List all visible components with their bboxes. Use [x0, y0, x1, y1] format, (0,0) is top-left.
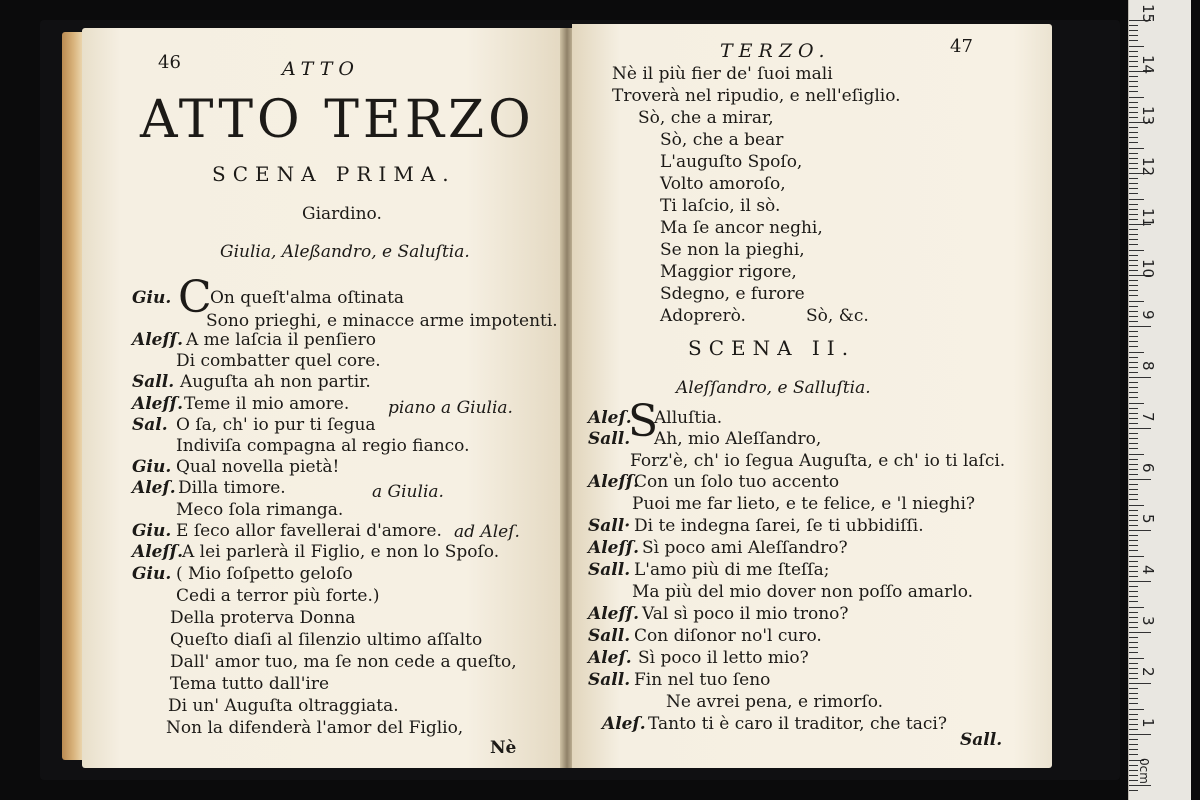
verse-line: Della proterva Donna	[170, 608, 356, 628]
verse-line: Forz'è, ch' io ſegua Auguſta, e ch' io ti laſci.	[630, 451, 1006, 471]
speaker-label: Giu.	[132, 457, 172, 477]
ruler-tick	[1129, 142, 1138, 143]
ruler-tick	[1129, 535, 1138, 536]
ruler-tick	[1129, 321, 1138, 322]
ruler-tick	[1129, 494, 1138, 495]
verse-line: Queſto diaſi al ſilenzio ultimo aſſalto	[170, 630, 483, 650]
ruler-tick	[1129, 642, 1138, 643]
ruler-tick	[1129, 673, 1138, 674]
verse-line: Tema tutto dall'ire	[170, 674, 330, 694]
verse-line: Meco ſola rimanga.	[176, 500, 344, 520]
verse-line: Sì poco ami Aleſſandro?	[642, 538, 848, 558]
ruler-tick	[1129, 515, 1138, 516]
ruler-tick	[1129, 530, 1151, 531]
speaker-label: Sall.	[588, 626, 631, 646]
verse-line: Tanto ti è caro il traditor, che taci?	[648, 714, 947, 734]
ruler-tick	[1129, 346, 1138, 347]
verse-line: Con diſonor no'l curo.	[634, 626, 822, 646]
ruler-tick	[1129, 413, 1138, 414]
verse-line: Sì poco il letto mio?	[638, 648, 809, 668]
verse-line: L'auguſto Spoſo,	[660, 152, 803, 172]
verse-line: Sdegno, e furore	[660, 284, 805, 304]
verse-line: Volto amoroſo,	[660, 174, 786, 194]
ruler-tick	[1129, 193, 1138, 194]
ruler-tick	[1129, 336, 1138, 337]
ruler-tick	[1129, 30, 1138, 31]
ruler-tick	[1129, 591, 1138, 592]
ruler-tick	[1129, 433, 1138, 434]
ruler-tick	[1129, 561, 1138, 562]
speaker-label: Sall·	[588, 516, 631, 536]
verse-line: Dilla timore.	[178, 478, 286, 498]
ruler-tick	[1129, 66, 1138, 67]
ruler-tick	[1129, 709, 1144, 710]
ruler-tick	[1129, 326, 1151, 327]
ruler-tick	[1129, 479, 1151, 480]
speaker-label: Aleſſ.	[588, 472, 640, 492]
ruler-tick	[1129, 91, 1138, 92]
ruler-label: 4	[1139, 565, 1157, 575]
ruler-tick	[1129, 658, 1144, 659]
verse-line: Se non la pieghi,	[660, 240, 805, 260]
ruler-tick	[1129, 443, 1138, 444]
setting-label: Giardino.	[302, 204, 382, 224]
ruler-tick	[1129, 744, 1138, 745]
scene-title-left: SCENA PRIMA.	[212, 162, 456, 186]
ruler-tick	[1129, 290, 1138, 291]
speaker-label: Sall.	[588, 560, 631, 580]
ruler-tick	[1129, 423, 1138, 424]
ruler-tick	[1129, 525, 1138, 526]
ruler-tick	[1129, 438, 1138, 439]
right-page	[572, 24, 1052, 768]
ruler-unit: 0cm	[1137, 758, 1151, 784]
ruler-tick	[1129, 316, 1138, 317]
ruler-tick	[1129, 392, 1138, 393]
ruler-tick	[1129, 301, 1144, 302]
ruler-tick	[1129, 35, 1138, 36]
ruler-tick	[1129, 148, 1144, 149]
ruler-label: 5	[1139, 514, 1157, 524]
verse-line: Fin nel tuo ſeno	[634, 670, 771, 690]
stage-direction: piano a Giulia.	[388, 398, 513, 418]
verse-line: Di un' Auguſta oltraggiata.	[168, 696, 399, 716]
ruler-tick	[1129, 785, 1151, 786]
ruler-label: 15	[1139, 4, 1157, 24]
ruler-tick	[1129, 280, 1138, 281]
ruler-tick	[1129, 306, 1138, 307]
ruler-tick	[1129, 647, 1138, 648]
ruler-tick	[1129, 550, 1138, 551]
ruler-tick	[1129, 474, 1138, 475]
verse-line: Auguſta ah non partir.	[180, 372, 371, 392]
ruler-tick	[1129, 601, 1138, 602]
ruler-tick	[1129, 112, 1138, 113]
verse-line: Ti laſcio, il sò.	[660, 196, 781, 216]
characters-right: Aleſſandro, e Salluſtia.	[676, 378, 871, 398]
speaker-label: Sal.	[132, 415, 168, 435]
verse-line: Ma ſe ancor neghi,	[660, 218, 823, 238]
ruler-tick	[1129, 581, 1151, 582]
ruler-tick	[1129, 688, 1138, 689]
speaker-label: Aleſ.	[588, 648, 632, 668]
ruler-tick	[1129, 540, 1138, 541]
measurement-ruler	[1128, 0, 1191, 800]
running-head-right: TERZO.	[720, 40, 831, 62]
left-page	[82, 28, 562, 768]
stage-direction: ad Aleſ.	[454, 522, 520, 542]
ruler-label: 11	[1139, 208, 1157, 228]
characters-left: Giulia, Aleßandro, e Saluſtia.	[220, 242, 470, 262]
ruler-label: 10	[1139, 259, 1157, 279]
speaker-label: Aleſſ.	[588, 538, 640, 558]
ruler-tick	[1129, 219, 1138, 220]
verse-line: On queſt'alma oſtinata	[210, 288, 405, 308]
speaker-label: Sall.	[132, 372, 175, 392]
ruler-tick	[1129, 586, 1138, 587]
verse-line: Cedi a terror più forte.)	[176, 586, 380, 606]
ruler-label: 9	[1139, 310, 1157, 320]
ruler-label: 3	[1139, 616, 1157, 626]
verse-line: Ne avrei pena, e rimorſo.	[666, 692, 884, 712]
ruler-label: 1	[1139, 718, 1157, 728]
speaker-label: Aleſſ.	[132, 394, 184, 414]
ruler-tick	[1129, 566, 1138, 567]
stage-direction: a Giulia.	[372, 482, 444, 502]
ruler-tick	[1129, 61, 1138, 62]
ruler-tick	[1129, 484, 1138, 485]
ruler-label: 13	[1139, 106, 1157, 126]
ruler-tick	[1129, 311, 1138, 312]
ruler-tick	[1129, 352, 1144, 353]
ruler-tick	[1129, 545, 1138, 546]
verse-line: Sò, che a mirar,	[638, 108, 774, 128]
ruler-tick	[1129, 556, 1144, 557]
ruler-tick	[1129, 76, 1138, 77]
ruler-tick	[1129, 86, 1138, 87]
ruler-tick	[1129, 652, 1138, 653]
ruler-tick	[1129, 178, 1138, 179]
speaker-label: Aleſſ.	[588, 604, 640, 624]
ruler-tick	[1129, 749, 1138, 750]
ruler-tick	[1129, 102, 1138, 103]
ruler-tick	[1129, 265, 1138, 266]
page-number-left: 46	[158, 52, 181, 73]
drop-cap-left: C	[178, 272, 212, 323]
ruler-tick	[1129, 459, 1138, 460]
verse-line: O ſa, ch' io pur ti ſegua	[176, 415, 376, 435]
running-head-left: ATTO	[282, 58, 360, 80]
ruler-tick	[1129, 571, 1138, 572]
speaker-label: Sall.	[588, 429, 631, 449]
ruler-tick	[1129, 25, 1138, 26]
ruler-tick	[1129, 199, 1144, 200]
speaker-label: Sall.	[588, 670, 631, 690]
verse-line: A me laſcia il penſiero	[186, 330, 376, 350]
ruler-label: 14	[1139, 55, 1157, 75]
ruler-tick	[1129, 153, 1138, 154]
ruler-tick	[1129, 239, 1138, 240]
ruler-tick	[1129, 403, 1144, 404]
ruler-tick	[1129, 107, 1138, 108]
scene-title-right: SCENA II.	[688, 336, 856, 360]
page-number-right: 47	[950, 36, 973, 57]
ruler-tick	[1129, 357, 1138, 358]
verse-line: Di te indegna ſarei, ſe ti ubbidiſſi.	[634, 516, 924, 536]
ruler-tick	[1129, 622, 1138, 623]
ruler-tick	[1129, 367, 1138, 368]
ruler-tick	[1129, 663, 1138, 664]
act-title: ATTO TERZO	[140, 90, 535, 150]
ruler-label: 7	[1139, 412, 1157, 422]
ruler-tick	[1129, 448, 1138, 449]
ruler-tick	[1129, 214, 1138, 215]
ruler-tick	[1129, 234, 1138, 235]
ruler-tick	[1129, 698, 1138, 699]
ruler-tick	[1129, 668, 1138, 669]
ruler-tick	[1129, 428, 1151, 429]
speaker-label: Aleſſ.	[132, 542, 184, 562]
ruler-tick	[1129, 377, 1151, 378]
ruler-tick	[1129, 739, 1138, 740]
ruler-tick	[1129, 418, 1138, 419]
ruler-tick	[1129, 464, 1138, 465]
verse-line: Ma più del mio dover non poſſo amarlo.	[632, 582, 974, 602]
ruler-tick	[1129, 499, 1138, 500]
ruler-tick	[1129, 397, 1138, 398]
ruler-tick	[1129, 260, 1138, 261]
ruler-tick	[1129, 132, 1138, 133]
verse-line: Alluſtia.	[654, 408, 723, 428]
speaker-label: Aleſ.	[602, 714, 646, 734]
ruler-tick	[1129, 617, 1138, 618]
ruler-tick	[1129, 255, 1138, 256]
speaker-label: Giu.	[132, 521, 172, 541]
verse-line: Teme il mio amore.	[184, 394, 350, 414]
ruler-tick	[1129, 719, 1138, 720]
verse-line: Troverà nel ripudio, e nell'eſiglio.	[612, 86, 901, 106]
ruler-tick	[1129, 331, 1138, 332]
ruler-tick	[1129, 270, 1138, 271]
ruler-tick	[1129, 387, 1138, 388]
ruler-tick	[1129, 341, 1138, 342]
ruler-label: 6	[1139, 463, 1157, 473]
verse-line: Non la difenderà l'amor del Figlio,	[166, 718, 464, 738]
verse-line: Con un ſolo tuo accento	[634, 472, 840, 492]
ruler-tick	[1129, 607, 1144, 608]
verse-line: Ah, mio Aleſſandro,	[654, 429, 822, 449]
ruler-tick	[1129, 683, 1151, 684]
ruler-tick	[1129, 382, 1138, 383]
verse-line: Val sì poco il mio trono?	[642, 604, 849, 624]
ruler-tick	[1129, 295, 1138, 296]
verse-line: Di combatter quel core.	[176, 351, 381, 371]
verse-line: Dall' amor tuo, ma ſe non cede a queſto,	[170, 652, 517, 672]
verse-line: Sò, che a bear	[660, 130, 784, 150]
ruler-tick	[1129, 627, 1138, 628]
speaker-label: Giu.	[132, 564, 172, 584]
verse-line: Maggior rigore,	[660, 262, 797, 282]
ruler-tick	[1129, 158, 1138, 159]
ruler-tick	[1129, 714, 1138, 715]
ruler-tick	[1129, 117, 1138, 118]
ruler-tick	[1129, 250, 1144, 251]
ruler-tick	[1129, 576, 1138, 577]
ruler-tick	[1129, 632, 1151, 633]
ruler-tick	[1129, 637, 1138, 638]
ruler-tick	[1129, 520, 1138, 521]
ruler-tick	[1129, 362, 1138, 363]
ruler-tick	[1129, 229, 1138, 230]
ruler-tick	[1129, 703, 1138, 704]
ruler-tick	[1129, 408, 1138, 409]
ruler-tick	[1129, 505, 1144, 506]
verse-line: A lei parlerà il Figlio, e non lo Spoſo.	[182, 542, 500, 562]
speaker-label: Aleſ.	[588, 408, 632, 428]
verse-line: L'amo più di me ſteſſa;	[634, 560, 830, 580]
ruler-tick	[1129, 81, 1138, 82]
ruler-tick	[1129, 40, 1138, 41]
ruler-label: 8	[1139, 361, 1157, 371]
verse-line: Puoi me far lieto, e te felice, e 'l nieghi?	[632, 494, 975, 514]
ruler-tick	[1129, 510, 1138, 511]
speaker-label: Giu.	[132, 288, 172, 308]
catchword-left: Nè	[490, 738, 517, 758]
verse-line: Sò, &c.	[806, 306, 869, 326]
verse-line: Nè il più fier de' ſuoi mali	[612, 64, 833, 84]
ruler-tick	[1129, 137, 1138, 138]
ruler-tick	[1129, 51, 1138, 52]
verse-line: Adoprerò.	[660, 306, 746, 326]
ruler-tick	[1129, 163, 1138, 164]
catchword-right: Sall.	[960, 730, 1003, 750]
verse-line: Qual novella pietà!	[176, 457, 340, 477]
ruler-tick	[1129, 188, 1138, 189]
ruler-tick	[1129, 729, 1138, 730]
ruler-tick	[1129, 204, 1138, 205]
ruler-tick	[1129, 489, 1138, 490]
ruler-tick	[1129, 724, 1138, 725]
ruler-label: 2	[1139, 667, 1157, 677]
ruler-tick	[1129, 56, 1138, 57]
ruler-tick	[1129, 209, 1138, 210]
ruler-tick	[1129, 596, 1138, 597]
ruler-tick	[1129, 693, 1138, 694]
drop-cap-right: S	[628, 396, 659, 447]
verse-line: E ſeco allor favellerai d'amore.	[176, 521, 442, 541]
ruler-tick	[1129, 46, 1144, 47]
ruler-tick	[1129, 244, 1138, 245]
ruler-tick	[1129, 183, 1138, 184]
ruler-tick	[1129, 734, 1151, 735]
speaker-label: Aleſſ.	[132, 330, 184, 350]
ruler-tick	[1129, 168, 1138, 169]
verse-line: Indiviſa compagna al regio fianco.	[176, 436, 470, 456]
ruler-tick	[1129, 754, 1138, 755]
ruler-tick	[1129, 790, 1138, 791]
ruler-tick	[1129, 285, 1138, 286]
ruler-tick	[1129, 612, 1138, 613]
ruler-label: 12	[1139, 157, 1157, 177]
ruler-tick	[1129, 372, 1138, 373]
speaker-label: Aleſ.	[132, 478, 176, 498]
ruler-tick	[1129, 678, 1138, 679]
ruler-tick	[1129, 454, 1144, 455]
verse-line: Sono prieghi, e minacce arme impotenti.	[206, 311, 558, 331]
verse-line: ( Mio ſoſpetto geloſo	[176, 564, 353, 584]
ruler-tick	[1129, 97, 1144, 98]
ruler-tick	[1129, 127, 1138, 128]
ruler-tick	[1129, 469, 1138, 470]
